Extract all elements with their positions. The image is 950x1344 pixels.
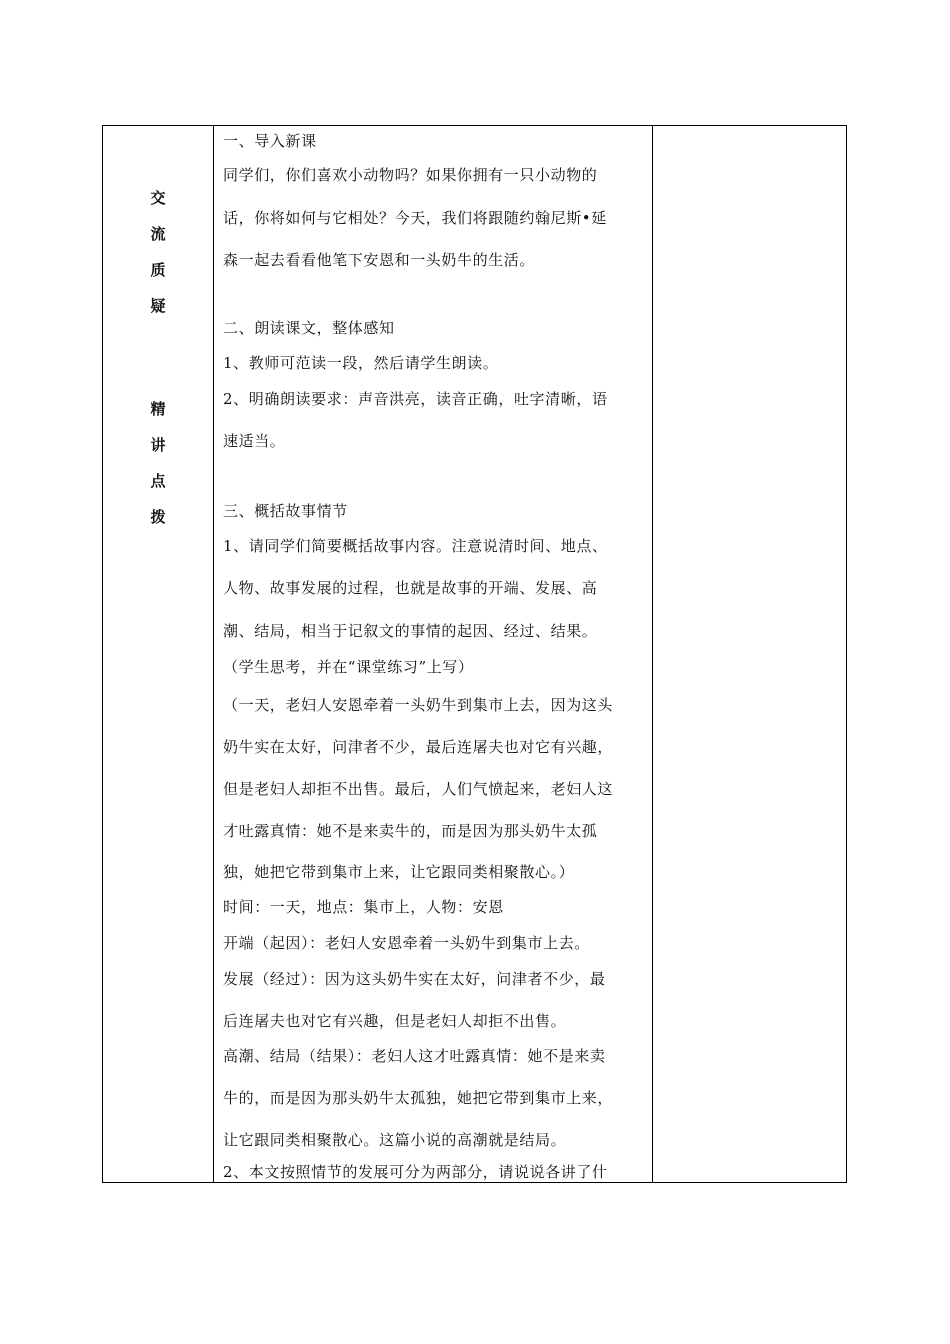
heading-plot: 三、概括故事情节 <box>223 502 348 520</box>
text-line: 人物、故事发展的过程，也就是故事的开端、发展、高 <box>223 579 598 597</box>
section-label-char: 交 <box>150 189 166 207</box>
text-line: 时间：一天，地点：集市上，人物：安恩 <box>223 898 504 916</box>
text-line: 开端（起因）：老妇人安恩牵着一头奶牛到集市上去。 <box>223 934 590 952</box>
section-label-char: 拨 <box>150 508 166 526</box>
text-line: （学生思考，并在“课堂练习”上写） <box>223 658 474 676</box>
text-line: 奶牛实在太好，问津者不少，最后连屠夫也对它有兴趣， <box>223 738 614 756</box>
text-line: （一天，老妇人安恩牵着一头奶牛到集市上去，因为这头 <box>223 696 614 714</box>
section-label-char: 讲 <box>150 436 166 454</box>
section-label-char: 精 <box>150 400 166 418</box>
text-line: 发展（经过）：因为这头奶牛实在太好，问津者不少，最 <box>223 970 606 988</box>
text-line: 高潮、结局（结果）：老妇人这才吐露真情：她不是来卖 <box>223 1047 606 1065</box>
text-line: 后连屠夫也对它有兴趣，但是老妇人却拒不出售。 <box>223 1012 567 1030</box>
section-label-char: 疑 <box>150 297 166 315</box>
text-line: 1、教师可范读一段，然后请学生朗读。 <box>223 354 499 372</box>
text-line: 话，你将如何与它相处？今天，我们将跟随约翰尼斯•延 <box>223 209 607 227</box>
column-divider-right <box>652 126 653 1182</box>
lesson-table <box>102 125 847 1183</box>
text-line: 潮、结局，相当于记叙文的事情的起因、经过、结果。 <box>223 622 598 640</box>
section-label-char: 质 <box>150 261 166 279</box>
text-line: 牛的，而是因为那头奶牛太孤独，她把它带到集市上来， <box>223 1089 614 1107</box>
heading-intro: 一、导入新课 <box>223 132 317 150</box>
text-line: 2、本文按照情节的发展可分为两部分，请说说各讲了什 <box>223 1163 608 1181</box>
text-line: 森一起去看看他笔下安恩和一头奶牛的生活。 <box>223 251 536 269</box>
text-line: 才吐露真情：她不是来卖牛的，而是因为那头奶牛太孤 <box>223 822 598 840</box>
section-label-char: 流 <box>150 225 166 243</box>
text-line: 1、请同学们简要概括故事内容。注意说清时间、地点、 <box>223 537 608 555</box>
column-divider-left <box>213 126 214 1182</box>
text-line: 速适当。 <box>223 432 286 450</box>
text-line: 但是老妇人却拒不出售。最后，人们气愤起来，老妇人这 <box>223 780 614 798</box>
heading-reading: 二、朗读课文，整体感知 <box>223 319 395 337</box>
text-line: 2、明确朗读要求：声音洪亮，读音正确，吐字清晰，语 <box>223 390 608 408</box>
text-line: 让它跟同类相聚散心。这篇小说的高潮就是结局。 <box>223 1131 567 1149</box>
section-label-char: 点 <box>150 472 166 490</box>
text-line: 同学们，你们喜欢小动物吗？如果你拥有一只小动物的 <box>223 166 598 184</box>
text-line: 独，她把它带到集市上来，让它跟同类相聚散心。） <box>223 863 575 881</box>
